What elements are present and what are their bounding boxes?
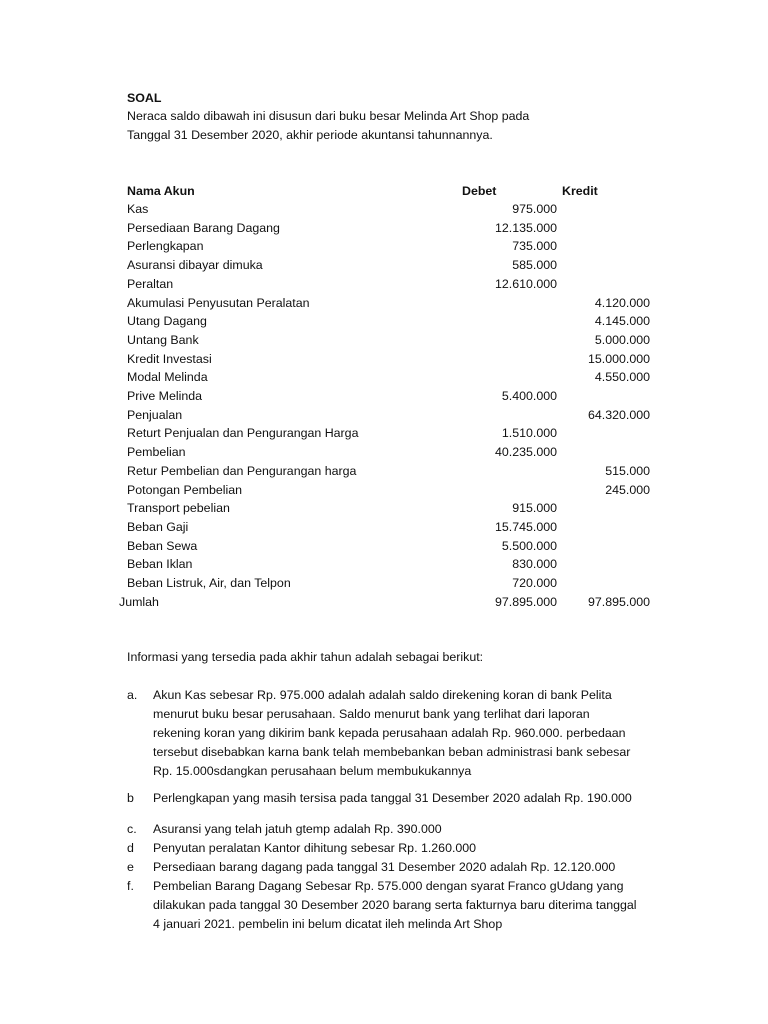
account-name: Beban Sewa [127,538,198,553]
item-line: Akun Kas sebesar Rp. 975.000 adalah adalah saldo direkening koran di bank Pelita [153,688,612,702]
item-marker: a. [127,688,138,702]
item-marker: b [127,791,134,805]
item-line: rekening koran yang dikirim bank kepada perusahaan adalah Rp. 960.000. perbedaan [153,726,626,740]
debet-value: 40.235.000 [494,445,557,460]
table-row [0,387,768,406]
table-row [0,331,768,350]
table-row [0,200,768,219]
item-marker: e [127,860,134,874]
account-name: Penjualan [127,407,183,422]
item-line: Rp. 15.000sdangkan perusahaan belum membukukannya [153,764,472,778]
debet-value: 1.510.000 [501,426,557,441]
account-name: Pembelian [127,445,186,460]
debet-value: 5.500.000 [501,538,557,553]
table-row [0,219,768,238]
table-row [0,481,768,500]
item-line: Asuransi yang telah jatuh gtemp adalah Rp. 390.000 [153,822,442,836]
col-header-debet: Debet [462,184,497,198]
kredit-value: 4.145.000 [594,314,650,329]
account-name: Retur​t Penjualan dan Pengurangan Harga [127,426,359,441]
col-header-kredit: Kredit [562,184,598,198]
item-marker: d [127,841,134,855]
table-row [0,368,768,387]
info-item-e [153,858,658,877]
info-item-d [153,839,658,858]
kredit-value: 4.120.000 [594,295,650,310]
account-name: Transport pebelian [127,501,230,516]
info-item-a [153,686,658,781]
item-line: 4 januari 2021. pembelin ini belum dicatat ileh melinda Art Shop [153,917,503,931]
account-name: Prive Melinda [127,389,203,403]
intro-line-1: Neraca saldo dibawah ini disusun dari buku besar Melinda Art Shop pada [127,109,530,123]
account-name: Retur Pembelian dan Pengurangan harga [127,463,357,478]
kredit-value: 15.000.000 [587,351,650,366]
table-row [0,424,768,443]
info-intro: Informasi yang tersedia pada akhir tahun adalah sebagai berikut: [127,650,484,664]
table-row [0,555,768,574]
account-name: Potongan Pembelian [127,482,243,497]
debet-value: 585.000 [512,258,557,273]
kredit-value: 245.000 [605,482,650,497]
table-row [0,443,768,462]
account-name: Persediaan Barang Dagang [127,220,280,235]
account-name: Beban Listruk, Air, dan Telpon [127,576,291,590]
table-row [0,294,768,313]
table-row [0,462,768,481]
account-name: Kredit Investasi [127,351,212,366]
account-name: Utang Dagang [127,314,207,329]
debet-value: 975.000 [512,202,557,216]
kredit-value: 515.000 [605,463,650,478]
account-name: Modal Melinda [127,370,208,385]
info-item-b [153,789,658,808]
debet-value: 12.610.000 [494,276,557,291]
account-name: Akumulasi Penyusutan Peralatan [127,295,310,310]
item-line: tersebut disebabkan karna bank telah membebankan beban administrasi bank sebesar [153,745,631,759]
table-row [0,574,768,593]
col-header-nama-akun: Nama Akun [127,184,195,198]
table-row [0,256,768,275]
item-line: Persediaan barang dagang pada tanggal 31 Desember 2020 adalah Rp. 12.120.000 [153,860,616,874]
table-row [0,499,768,518]
account-name: Perlengkapan [127,239,204,254]
debet-value: 735.000 [512,239,557,254]
kredit-value: 4.550.000 [594,370,650,385]
debet-value: 915.000 [512,501,557,516]
kredit-value: 64.320.000 [587,407,650,422]
item-line: Perlengkapan yang masih tersisa pada tanggal 31 Desember 2020 adalah Rp. 190.000 [153,791,632,805]
account-name: Untang Bank [127,332,199,347]
account-name: Peraltan [127,276,174,291]
debet-value: 12.135.000 [494,220,557,235]
debet-value: 720.000 [512,576,557,590]
item-marker: c. [127,822,137,836]
debet-value: 830.000 [512,557,557,572]
item-line: menurut buku besar perusahaan. Saldo menurut bank yang terlihat dari laporan [153,707,590,721]
info-item-c [153,820,658,839]
total-label: Jumlah [119,594,159,609]
account-name: Beban Iklan [127,557,193,572]
table-row [0,312,768,331]
table-row [0,237,768,256]
intro-line-2: Tanggal 31 Desember 2020, akhir periode akuntansi tahunnannya. [127,128,493,142]
account-name: Kas [127,202,149,216]
page-title: SOAL [127,91,162,105]
table-row [0,350,768,369]
debet-value: 15.745.000 [494,519,557,534]
table-row [0,537,768,556]
table-row [0,275,768,294]
item-marker: f. [127,879,134,893]
total-kredit: 97.895.000 [587,594,650,609]
table-row [0,518,768,537]
account-name: Beban Gaji [127,519,189,534]
item-line: dilakukan pada tanggal 30 Desember 2020 barang serta fakturnya baru diterima tanggal [153,898,637,912]
kredit-value: 5.000.000 [594,332,650,347]
total-debet: 97.895.000 [494,594,557,609]
item-line: Penyutan peralatan Kantor dihitung sebesar Rp. 1.260.000 [153,841,477,855]
item-line: Pembelian Barang Dagang Sebesar Rp. 575.000 dengan syarat Franco gUdang yang [153,879,624,893]
table-row [0,406,768,425]
debet-value: 5.400.000 [501,389,557,403]
account-name: Asuransi dibayar dimuka [127,258,263,273]
info-item-f [153,877,658,934]
total-row [0,593,768,612]
